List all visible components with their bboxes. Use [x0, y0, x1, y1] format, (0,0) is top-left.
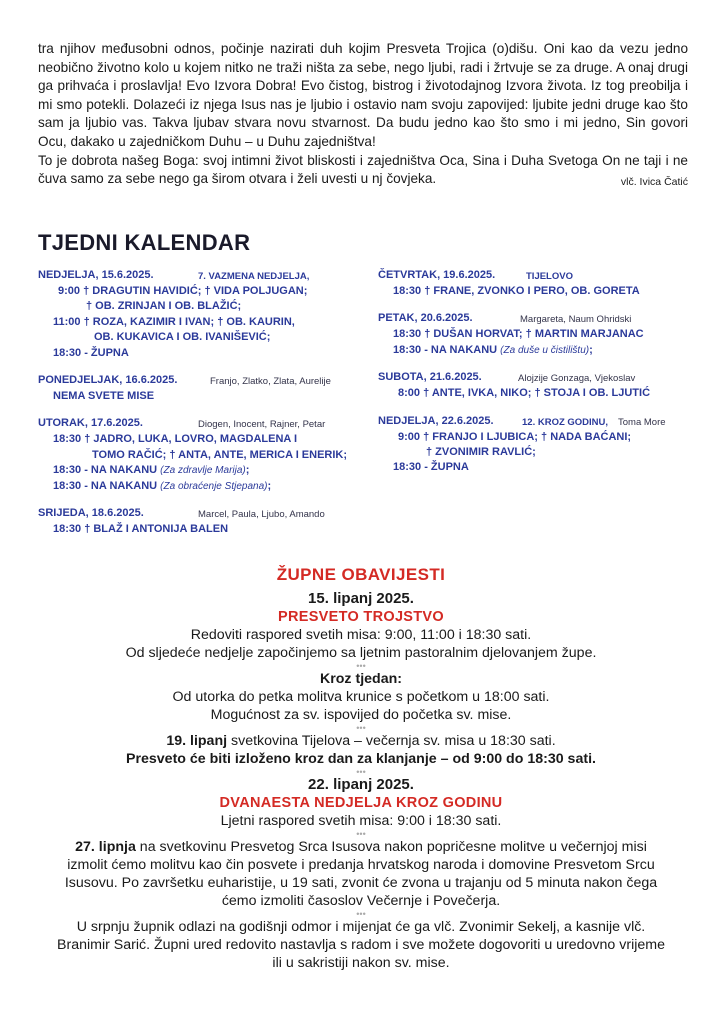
mass-line: 18:30 - NA NAKANU (Za zdravlje Marija); — [53, 464, 250, 477]
announcement-line: Od utorka do petka molitva krunice s početkom u 18:00 sati. — [172, 689, 550, 705]
day-date: UTORAK, 17.6.2025. — [38, 417, 143, 430]
feast-name: PRESVETO TROJSTVO — [278, 609, 444, 625]
day-names: 7. VAZMENA NEDJELJA, — [198, 271, 310, 282]
mass-line: 18:30 - NA NAKANU (Za obraćenje Stjepana); — [53, 479, 272, 492]
mass-line: 18:30 † DUŠAN HORVAT; † MARTIN MARJANAC — [393, 328, 644, 341]
day-names: TIJELOVO — [526, 271, 573, 282]
week-heading: Kroz tjedan: — [320, 671, 402, 687]
day-names: Diogen, Inocent, Rajner, Petar — [198, 419, 326, 431]
day-names: Alojzije Gonzaga, Vjekoslav — [518, 373, 636, 385]
corpus-christi-text: svetkovina Tijelova – večernja sv. misa u 18:30 sati. — [227, 733, 556, 749]
mass-intention-note: (Za duše u čistilištu) — [500, 344, 590, 356]
sacred-heart-text: na svetkovinu Presvetog Srca Isusova nakon popričesne molitve u večernjoj misi izmolit ćemo molitvu kao čin posvete i predanja hrvatskog naroda i domovine Presvetom Srcu Isusovu. Po završetku euharistije, u 19 sati, zvonit će zvona u trajanju od 5 minuta nakon čega ćemo izmoliti časoslov Večernje i Povečerja. — [64, 839, 658, 909]
mass-line: TOMO RAČIĆ; † ANTA, ANTE, MERICA I ENERIK; — [92, 448, 348, 461]
intro-text — [38, 40, 688, 192]
separator: ••• — [356, 723, 366, 733]
sacred-heart-paragraph — [0, 838, 722, 910]
feast-name: DVANAESTA NEDJELJA KROZ GODINU — [219, 795, 503, 811]
mass-line-text: 18:30 - NA NAKANU — [393, 343, 498, 356]
day-names-extra: Toma More — [618, 416, 666, 428]
day-header — [38, 373, 363, 389]
day-date: NEDJELJA, 15.6.2025. — [38, 269, 154, 281]
calendar-day-friday-20 — [378, 311, 698, 358]
mass-line: 9:00 † DRAGUTIN HAVIDIĆ; † VIDA POLJUGAN; — [58, 285, 308, 297]
parish-announcements — [0, 566, 722, 972]
day-header — [38, 416, 363, 432]
day-date: PETAK, 20.6.2025. — [378, 312, 473, 325]
calendar-left-column — [38, 268, 363, 549]
calendar-day-monday-16 — [38, 373, 363, 404]
calendar-title: TJEDNI KALENDAR — [38, 230, 251, 255]
calendar-day-wednesday-18 — [38, 506, 363, 537]
day-header — [378, 370, 698, 386]
intro-paragraph-2-text: To je dobrota našeg Boga: svoj intimni život bliskosti i zajedništva Oca, Sina i Duha Svetoga On ne taji i ne čuva samo za sebe nego ga širom otvara i želi uvesti u nj čovjeka. — [38, 152, 688, 187]
day-header — [38, 268, 363, 284]
day-names: Franjo, Zlatko, Zlata, Aurelije — [210, 376, 331, 388]
day-date: SRIJEDA, 18.6.2025. — [38, 507, 144, 520]
mass-line: 11:00 † ROZA, KAZIMIR I IVAN; † OB. KAURIN, — [53, 315, 295, 328]
day-names: Marcel, Paula, Ljubo, Amando — [198, 509, 325, 521]
announcements-title: ŽUPNE OBAVIJESTI — [276, 565, 446, 584]
day-date: SUBOTA, 21.6.2025. — [378, 371, 482, 384]
corpus-christi-date: 19. lipanj — [166, 733, 228, 749]
announcement-line: Mogućnost za sv. ispovijed do početka sv. mise. — [210, 707, 512, 723]
mass-line-text: 18:30 - NA NAKANU — [53, 464, 158, 477]
mass-line: OB. KUKAVICA I OB. IVANIŠEVIĆ; — [94, 331, 271, 344]
mass-line: † OB. ZRINJAN I OB. BLAŽIĆ; — [86, 300, 242, 313]
calendar-day-sunday-15 — [38, 268, 363, 361]
separator: ••• — [356, 767, 366, 777]
day-names: 12. KROZ GODINU, — [522, 416, 609, 428]
day-names: Margareta, Naum Ohridski — [520, 314, 632, 326]
mass-line: 8:00 † ANTE, IVKA, NIKO; † STOJA I OB. LJUTIĆ — [398, 387, 651, 400]
day-header — [378, 311, 698, 327]
mass-line: 18:30 † BLAŽ I ANTONIJA BALEN — [53, 523, 229, 536]
announcement-line: Od sljedeće nedjelje započinjemo sa ljetnim pastoralnim djelovanjem župe. — [125, 645, 597, 661]
announcement-date: 22. lipanj 2025. — [308, 776, 414, 793]
mass-intention-note: (Za zdravlje Marija) — [160, 465, 246, 477]
mass-line-text: 18:30 - NA NAKANU — [53, 479, 158, 492]
signature: vlč. Ivica Čatić — [620, 176, 688, 189]
day-header — [378, 268, 698, 284]
calendar-right-column — [378, 268, 698, 488]
mass-line: 18:30 † JADRO, LUKA, LOVRO, MAGDALENA I — [53, 433, 298, 446]
day-date: PONEDJELJAK, 16.6.2025. — [38, 374, 178, 387]
separator: ••• — [356, 909, 366, 919]
announcement-line: Redoviti raspored svetih misa: 9:00, 11:00 i 18:30 sati. — [190, 627, 532, 643]
separator: ••• — [356, 829, 366, 839]
mass-line: 18:30 - ŽUPNA — [393, 461, 469, 474]
adoration-line: Presveto će biti izloženo kroz dan za klanjanje – od 9:00 do 18:30 sati. — [126, 751, 596, 767]
calendar-day-tuesday-17 — [38, 416, 363, 494]
day-date: NEDJELJA, 22.6.2025. — [378, 414, 494, 427]
mass-intention-note: (Za obraćenje Stjepana) — [160, 480, 268, 492]
announcement-line: Ljetni raspored svetih misa: 9:00 i 18:30 sati. — [220, 813, 502, 829]
day-header — [378, 414, 698, 430]
mass-line: 18:30 - ŽUPNA — [53, 346, 129, 359]
july-paragraph: U srpnju župnik odlazi na godišnji odmor i mijenjat će ga vlč. Zvonimir Sekelj, a kasnije vlč. Branimir Sarić. Župni ured redovito nastavlja s radom i sve možete dogovoriti u uredovno vrijeme ili u sakristiji nakon sv. mise. — [57, 919, 665, 971]
sacred-heart-date: 27. lipnja — [75, 839, 136, 855]
mass-line: † ZVONIMIR RAVLIĆ; — [426, 446, 536, 459]
announcement-date: 15. lipanj 2025. — [308, 590, 414, 607]
calendar-day-sunday-22 — [378, 414, 698, 476]
intro-paragraph-1: tra njihov međusobni odnos, počinje nazirati duh kojim Presveta Trojica (o)dišu. Oni kao da vezu jedno neobično životno kolo u kojem nitko ne traži ništa za sebe, nego ljubi, radi i žrtvuje se za druge. A onaj drugi ga prihvaća i proslavlja! Evo Izvora Dobra! Evo čistog, bistrog i životodajnog Izvora života. Iz tog preobilja i mi smo potekli. Dolazeći iz njega Isus nas je ljubio i ostavio nam svoju zapovijed: ljubite jedni druge kao što sam ja ljubio vas. Takva ljubav stvara novu stvarnost. Da budu jedno kao što smo i mi jedno, Sin govori Ocu, dakako u zajedničkom Duhu – u Duhu zajedništva! — [38, 41, 688, 149]
intro-paragraph-2 — [38, 152, 688, 189]
day-date: ČETVRTAK, 19.6.2025. — [378, 269, 496, 281]
calendar-day-saturday-21 — [378, 370, 698, 401]
day-header — [38, 506, 363, 522]
mass-line: NEMA SVETE MISE — [53, 390, 155, 403]
separator: ••• — [356, 661, 366, 671]
mass-line: 18:30 - NA NAKANU (Za duše u čistilištu); — [393, 343, 593, 356]
mass-line: 9:00 † FRANJO I LJUBICA; † NADA BAĆANI; — [398, 430, 632, 443]
calendar-day-thursday-19 — [378, 268, 698, 299]
corpus-christi-line — [0, 732, 722, 750]
mass-line: 18:30 † FRANE, ZVONKO I PERO, OB. GORETA — [393, 285, 640, 297]
